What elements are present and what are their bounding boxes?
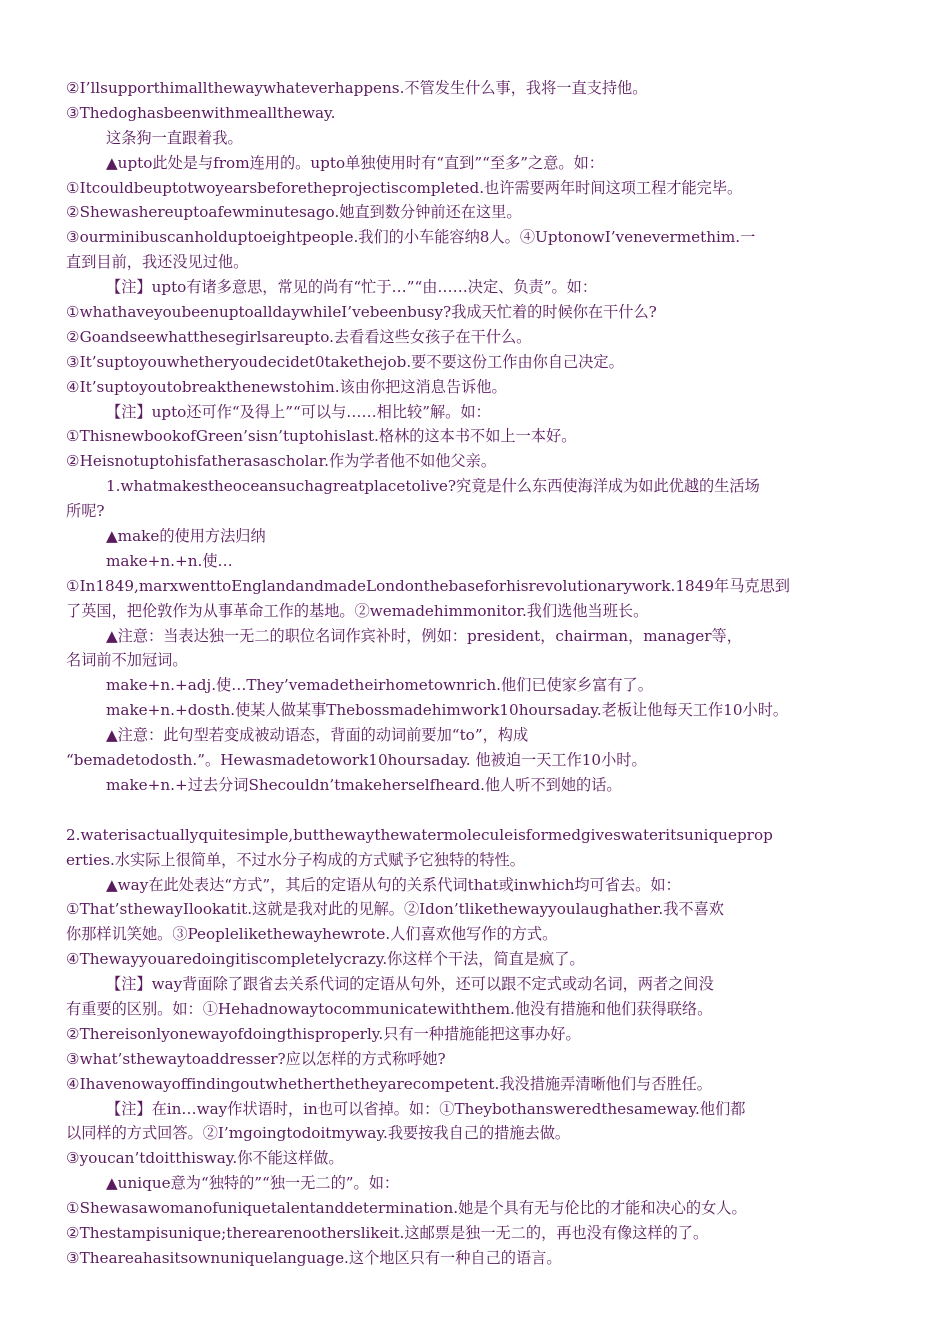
text-line: make+n.+dosth.使某人做某事Thebossmadehimwork10hoursaday.老板让他每天工作10小时。: [106, 701, 789, 720]
text-line: 你那样讥笑她。③Peoplelikethewayhewrote.人们喜欢他写作的方式。: [66, 925, 558, 944]
text-line: ▲make的使用方法归纳: [106, 527, 266, 546]
text-line: 【注】upto还可作“及得上”“可以与……相比较”解。如：: [106, 402, 491, 421]
text-line: ①That’sthewayIlookatit.这就是我对此的见解。②Idon’tlikethewayyoulaughather.我不喜欢: [66, 900, 724, 919]
text-line: ③ourminibuscanholduptoeightpeople.我们的小车能容纳8人。④UptonowI’venevermethim.一: [66, 228, 756, 247]
text-line: ④It’suptoyoutobreakthenewstohim.该由你把这消息告诉他。: [66, 377, 507, 396]
text-line: ③Theareahasitsownuniquelanguage.这个地区只有一种自己的语言。: [66, 1248, 562, 1267]
text-line: 1.whatmakestheoceansuchagreatplacetolive?究竟是什么东西使海洋成为如此优越的生活场: [106, 477, 760, 496]
text-line: make+n.+adj.使…They’vemadetheirhometownrich.他们已使家乡富有了。: [106, 676, 653, 695]
text-line: ②I’llsupporthimallthewaywhateverhappens.不管发生什么事，我将一直支持他。: [66, 79, 648, 97]
text-line: ▲way在此处表达“方式”，其后的定语从句的关系代词that或inwhich均可省去。如：: [106, 875, 681, 894]
text-line: ④Ihavenowayoffindingoutwhetherthetheyarecompetent.我没措施弄清晰他们与否胜任。: [66, 1074, 712, 1093]
text-line: 所呢?: [66, 502, 105, 521]
text-line: ▲注意：此句型若变成被动语态，背面的动词前要加“to”，构成: [106, 726, 529, 745]
blank-line: [66, 798, 886, 823]
text-line: 【注】upto有诸多意思，常见的尚有“忙于…”“由……决定、负责”。如：: [106, 278, 598, 297]
text-line: ②Thestampisunique;therearenootherslikeit.这邮票是独一无二的，再也没有像这样的了。: [66, 1223, 709, 1242]
text-line: ▲unique意为“独特的”“独一无二的”。如：: [106, 1174, 400, 1193]
text-line: 有重要的区别。如：①Hehadnowaytocommunicatewiththem.他没有措施和他们获得联络。: [66, 999, 713, 1018]
text-line: 【注】在in…way作状语时，in也可以省掉。如：①Theybothansweredthesameway.他们都: [106, 1099, 746, 1118]
text-line: “bemadetodosth.”。Hewasmadetowork10hoursaday. 他被迫一天工作10小时。: [66, 751, 647, 770]
text-line: ②Heisnotuptohisfatherasascholar.作为学者他不如他父亲。: [66, 452, 497, 471]
text-line: ①In1849,marxwenttoEnglandandmadeLondonthebaseforhisrevolutionarywork.1849年马克思到: [66, 576, 790, 595]
text-line: ④Thewayyouaredoingitiscompletelycrazy.你这样个干法，简直是疯了。: [66, 950, 585, 969]
text-line: ③It’suptoyouwhetheryoudecidet0takethejob.要不要这份工作由你自己决定。: [66, 352, 624, 371]
text-line: ③youcan’tdoitthisway.你不能这样做。: [66, 1149, 344, 1168]
document-body: [66, 76, 886, 1271]
text-line: ③what’sthewaytoaddresser?应以怎样的方式称呼她?: [66, 1049, 446, 1068]
text-line: ①Shewasawomanofuniquetalentanddetermination.她是个具有无与伦比的才能和决心的女人。: [66, 1199, 747, 1218]
text-line: erties.水实际上很简单，不过水分子构成的方式赋予它独特的特性。: [66, 850, 525, 869]
text-line: ③Thedoghasbeenwithmealltheway.: [66, 103, 336, 122]
text-line: make+n.+过去分词Shecouldn’tmakeherselfheard.他人听不到她的话。: [106, 775, 622, 794]
text-line: ①Itcouldbeuptotwoyearsbeforetheprojectiscompleted.也许需要两年时间这项工程才能完毕。: [66, 178, 743, 197]
text-line: 这条狗一直跟着我。: [106, 128, 243, 147]
text-line: 了英国，把伦敦作为从事革命工作的基地。②wemadehimmonitor.我们选他当班长。: [66, 601, 649, 620]
text-line: ②Shewashereuptoafewminutesago.她直到数分钟前还在这里。: [66, 203, 522, 222]
text-line: 名词前不加冠词。: [66, 651, 188, 670]
text-line: ①ThisnewbookofGreen’sisn’tuptohislast.格林的这本书不如上一本好。: [66, 427, 577, 446]
text-line: make+n.+n.使…: [106, 551, 233, 570]
text-line: 直到目前，我还没见过他。: [66, 253, 249, 272]
text-line: ▲upto此处是与from连用的。upto单独使用时有“直到”“至多”之意。如：: [106, 153, 604, 172]
text-line: ▲注意：当表达独一无二的职位名词作宾补时，例如：president，chairman，manager等，: [106, 626, 742, 645]
text-line: ②Thereisonlyonewayofdoingthisproperly.只有一种措施能把这事办好。: [66, 1024, 581, 1043]
text-line: 【注】way背面除了跟省去关系代词的定语从句外，还可以跟不定式或动名词，两者之间没: [106, 975, 714, 994]
text-line: 以同样的方式回答。②I’mgoingtodoitmyway.我要按我自己的措施去做。: [66, 1124, 571, 1143]
text-line: ①whathaveyoubeenuptoalldaywhileI’vebeenbusy?我成天忙着的时候你在干什么?: [66, 303, 657, 322]
text-line: 2.waterisactuallyquitesimple,butthewaythewatermoleculeisformedgiveswateritsuniqueprop: [66, 825, 773, 844]
text-line: ②Goandseewhatthesegirlsareupto.去看看这些女孩子在干什么。: [66, 327, 532, 346]
